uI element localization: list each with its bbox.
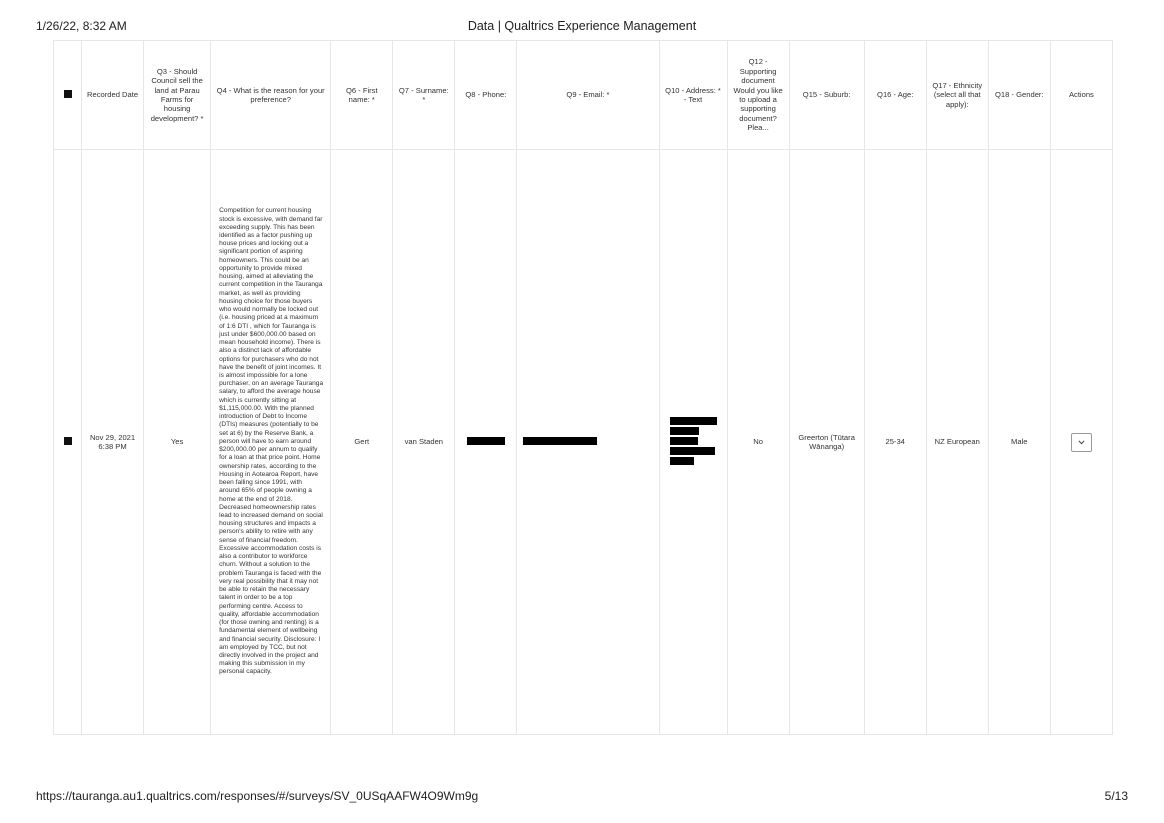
redacted-phone bbox=[467, 437, 505, 445]
page-number: 5/13 bbox=[1104, 789, 1128, 803]
header-q17[interactable]: Q17 - Ethnicity (select all that apply): bbox=[926, 41, 988, 150]
cell-q6: Gert bbox=[331, 150, 393, 735]
cell-actions bbox=[1050, 150, 1112, 735]
table-header-row bbox=[54, 41, 1113, 150]
header-recorded-date[interactable]: Recorded Date bbox=[82, 41, 144, 150]
cell-q18: Male bbox=[988, 150, 1050, 735]
cell-q17: NZ European bbox=[926, 150, 988, 735]
page-url: https://tauranga.au1.qualtrics.com/responses/#/surveys/SV_0USqAAFW4O9Wm9g bbox=[36, 789, 479, 803]
cell-q10 bbox=[659, 150, 727, 735]
header-q6[interactable]: Q6 - First name: * bbox=[331, 41, 393, 150]
cell-q8 bbox=[455, 150, 517, 735]
page-title: Data | Qualtrics Experience Management bbox=[467, 19, 697, 33]
header-q15[interactable]: Q15 - Suburb: bbox=[789, 41, 864, 150]
cell-q15: Greerton (Tūtara Wānanga) bbox=[789, 150, 864, 735]
row-select-checkbox[interactable] bbox=[54, 150, 82, 735]
cell-q9 bbox=[517, 150, 659, 735]
print-timestamp: 1/26/22, 8:32 AM bbox=[36, 19, 127, 33]
header-q4[interactable]: Q4 - What is the reason for your preference? bbox=[211, 41, 331, 150]
header-q12[interactable]: Q12 - Supporting document Would you like to upload a supporting document? Plea... bbox=[727, 41, 789, 150]
cell-q12: No bbox=[727, 150, 789, 735]
cell-q16: 25-34 bbox=[864, 150, 926, 735]
header-q16[interactable]: Q16 - Age: bbox=[864, 41, 926, 150]
square-checkbox-icon bbox=[64, 437, 72, 445]
header-q9[interactable]: Q9 - Email: * bbox=[517, 41, 659, 150]
header-q18[interactable]: Q18 - Gender: bbox=[988, 41, 1050, 150]
cell-q4 bbox=[211, 150, 331, 735]
header-q8[interactable]: Q8 - Phone: bbox=[455, 41, 517, 150]
responses-table bbox=[53, 40, 1113, 735]
redacted-address bbox=[670, 415, 717, 467]
header-q7[interactable]: Q7 - Surname: * bbox=[393, 41, 455, 150]
select-all-checkbox[interactable] bbox=[54, 41, 82, 150]
table-row bbox=[54, 150, 1113, 735]
row-actions-dropdown[interactable] bbox=[1071, 433, 1092, 452]
cell-q3: Yes bbox=[144, 150, 211, 735]
cell-q7: van Staden bbox=[393, 150, 455, 735]
redacted-email bbox=[523, 437, 597, 445]
header-q10[interactable]: Q10 - Address: * - Text bbox=[659, 41, 727, 150]
header-actions: Actions bbox=[1050, 41, 1112, 150]
header-q3[interactable]: Q3 - Should Council sell the land at Parau Farms for housing development? * bbox=[144, 41, 211, 150]
square-checkbox-icon bbox=[64, 90, 72, 98]
cell-q4-text: Competition for current housing stock is excessive, with demand far exceeding supply. This has been identified as a factor pushing up house prices and locking out a significant portion of aspiring homeowners. This could be an opportunity to provide mixed housing, aimed at alleviating the current competition in the Tauranga market, as well as providing housing choice for those buyers who would normally be locked out (i.e. housing priced at a maximum of 1:6 DTI , which for Tauranga is just under $600,000.00 based on mean household income). There is also a distinct lack of affordable options for purchasers who do not have the benefit of joint incomes. It is almost impossible for a lone purchaser, on an average Tauranga salary, to afford the average house which is currently sitting at $1,115,000.00. With the planned introduction of Debt to Income (DTIs) measures (potentially to be set at 6) by the Reserve Bank, a person will have to earn around $200,000.00 per annum to qualify for a loan at that price point. Home ownership rates, according to the Housing in Aotearoa Report, have been falling since 1991, with around 65% of people owning a home at the end of 2018. Decreased homeownership rates lead to increased demand on social housing structures and impacts a person's ability to retire with any sense of financial freedom. Excessive accommodation costs is also a contributor to workforce churn. Without a solution to the problem Tauranga is faced with the very real possibility that it may not be able to retain the necessary talent in order to be a top performing centre. Access to quality, affordable accommodation (for those owning and renting) is a fundamental element of wellbeing and financial security. Disclosure: I am employed by TCC, but not directly involved in the project and making this submission in my personal capacity. bbox=[219, 207, 324, 676]
cell-recorded-date: Nov 29, 2021 6:38 PM bbox=[82, 150, 144, 735]
chevron-down-icon bbox=[1078, 440, 1085, 445]
